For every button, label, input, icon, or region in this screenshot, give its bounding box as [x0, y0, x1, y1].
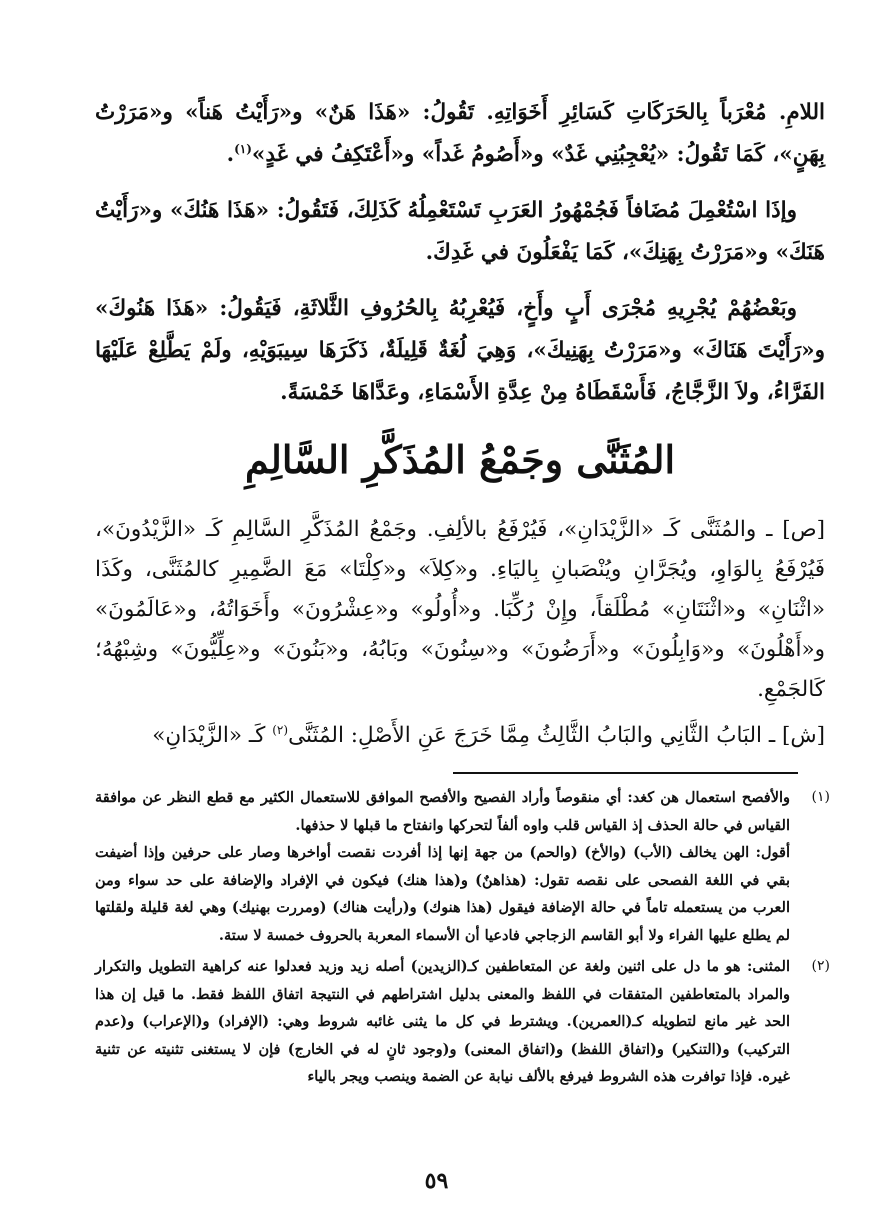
section-title: المُثَنَّى وجَمْعُ المُذَكَّرِ السَّالِمِ	[244, 437, 676, 482]
footnote-2	[95, 953, 830, 1091]
footnote-1-line-1: والأفصح استعمال هن كغد: أي منقوصاً وأراد الفصيح والأفصح الموافق للاستعمال الكثير مع قطع النظر عن موافقة القياس في حالة الحذف إذ القياس قلب واوه ألفاً لتحركها وانفتاح ما قبلها لا حذفها.	[95, 789, 790, 834]
footnote-ref-1: (١)	[234, 141, 252, 156]
footnote-1	[95, 784, 830, 949]
footnote-2-number: (٢)	[811, 958, 830, 974]
matn-block	[95, 510, 825, 762]
paragraph-1: اللامِ. مُعْرَباً بِالحَرَكَاتِ كَسَائِرِ أَخَوَاتِهِ. تَقُولُ: «هَذَا هَنٌ» و«رَأَيْتُ هَناً» و«مَرَرْتُ بِهَنٍ»، كَمَا تَقُولُ: «يُعْجِبُنِي غَدٌ» و«أَصُومُ غَداً» و«أَعْتَكِفُ في غَدٍ»$^{(١)}$.	[95, 100, 825, 167]
matn-text: [ص] ـ والمُثَنَّى كَـ «الزَّيْدَانِ»، فَيُرْفَعُ بالألِفِ. وجَمْعُ المُذَكَّرِ السَّالِمِ كَـ «الزَّيْدُونَ»، فَيُرْفَعُ بِالوَاوِ، ويُجَرَّانِ ويُنْصَبانِ بِاليَاءِ. و«كِلاَ» و«كِلْتَا» مَعَ الضَّمِيرِ كالمُثَنَّى، وكَذَا «اثْنَانِ» و«اثْنَتَانِ» مُطْلَقاً، وإِنْ رُكِّبَا. و«أُولُو» و«عِشْرُونَ» وأَخَوَاتُهُ، و«عَالَمُونَ» و«أَهْلُونَ» و«وَابِلُونَ» و«أَرَضُونَ» و«سِنُونَ» وبَابُهُ، و«بَنُونَ» و«عِلِّيُّونَ» وشِبْهُهُ؛ كَالجَمْعِ.	[95, 517, 825, 702]
main-text	[95, 92, 825, 428]
paragraph-2: وإذَا اسْتُعْمِلَ مُضَافاً فَجُمْهُورُ العَرَبِ تَسْتَعْمِلُهُ كَذَلِكَ، فَتَقُولُ: «هَذَا هَنُكَ» و«رَأَيْتُ هَنَكَ» و«مَرَرْتُ بِهَنِكَ»، كَمَا يَفْعَلُونَ في غَدِكَ.	[95, 198, 825, 265]
footnote-1-line-2: أقول: الهن يخالف (الأب) (والأخ) (والحم) من جهة إنها إذا أفردت نقصت أواخرها وصار على حرفين وإذا أضيفت بقي في اللغة الفصحى على نقصه تقول: (هذاهنٌ) و(هذا هنك) فيكون في الإفراد والإضافة على حد سواء ومن العرب من يستعمله تاماً في حالة الإضافة فيقول (هذا هنوك) و(رأيت هناك) (ومررت بهنيك) وهي لغة قليلة ولقلتها لم يطلع عليها الفراء ولا أبو القاسم الزجاجي فادعيا أن الأسماء المعربة بالحروف خمسة لا ستة.	[95, 844, 790, 944]
footnote-2-line-1: المثنى: هو ما دل على اثنين ولغة عن المتعاطفين كـ(الزيدين) أصله زيد وزيد فعدلوا عنه كراهية التطويل والتكرار والمراد بالمتعاطفين المتفقات في اللفظ والمعنى بدليل اشتراطهم في النتيجة اتفاق اللفظ فقط. ما قيل إن هذا الحد غير مانع لتطويله كـ(العمرين). ويشترط في كل ما يثنى غائبه شروط وهي: (الإفراد) و(الإعراب) و(عدم التركيب) و(التنكير) و(اتفاق اللفظ) و(اتفاق المعنى) و(وجود ثانٍ له في الخارج) فإن لا يستغنى تثنيته عن تثنية غيره. فإذا توافرت هذه الشروط فيرفع بالألف نيابة عن الضمة وينصب ويجر بالياء	[95, 958, 790, 1085]
sharh-text	[95, 716, 825, 756]
footnote-divider	[453, 772, 798, 774]
footnotes	[95, 784, 830, 1095]
sharh-end: كَـ «الزَّيْدَانِ»	[152, 723, 266, 748]
footnote-1-number: (١)	[811, 789, 830, 805]
footnote-ref-2: (٢)	[272, 722, 289, 737]
paragraph-1-text: اللامِ. مُعْرَباً بِالحَرَكَاتِ كَسَائِرِ أَخَوَاتِهِ. تَقُولُ: «هَذَا هَنٌ» و«رَأَيْتُ هَناً» و«مَرَرْتُ بِهَنٍ»، كَمَا تَقُولُ: «يُعْجِبُنِي غَدٌ» و«أَصُومُ غَداً» و«أَعْتَكِفُ في غَدٍ»	[95, 100, 825, 167]
paragraph-3: وبَعْضُهُمْ يُجْرِيهِ مُجْرَى أَبٍ وأَخٍ، فَيُعْرِبُهُ بِالحُرُوفِ الثَّلاثَةِ، فَيَقُولُ: «هَذَا هَنُوكَ» و«رَأَيْتَ هَنَاكَ» و«مَرَرْتُ بِهَنِيكَ»، وَهِيَ لُغَةٌ قَلِيلَةٌ، ذَكَرَهَا سِيبَوَيْهِ، ولَمْ يَطَّلِعْ عَلَيْهَا الفَرَّاءُ، ولاَ الزَّجَّاجُ، فَأَسْقَطَاهُ مِنْ عِدَّةِ الأَسْمَاءِ، وعَدَّاهَا خَمْسَةً.	[95, 296, 825, 405]
page-number: ٥٩	[424, 1168, 449, 1194]
sharh-start: [ش] ـ البَابُ الثَّانِي والبَابُ الثَّالِثُ مِمَّا خَرَجَ عَنِ الأَصْلِ: المُثَنَّى	[288, 723, 825, 748]
